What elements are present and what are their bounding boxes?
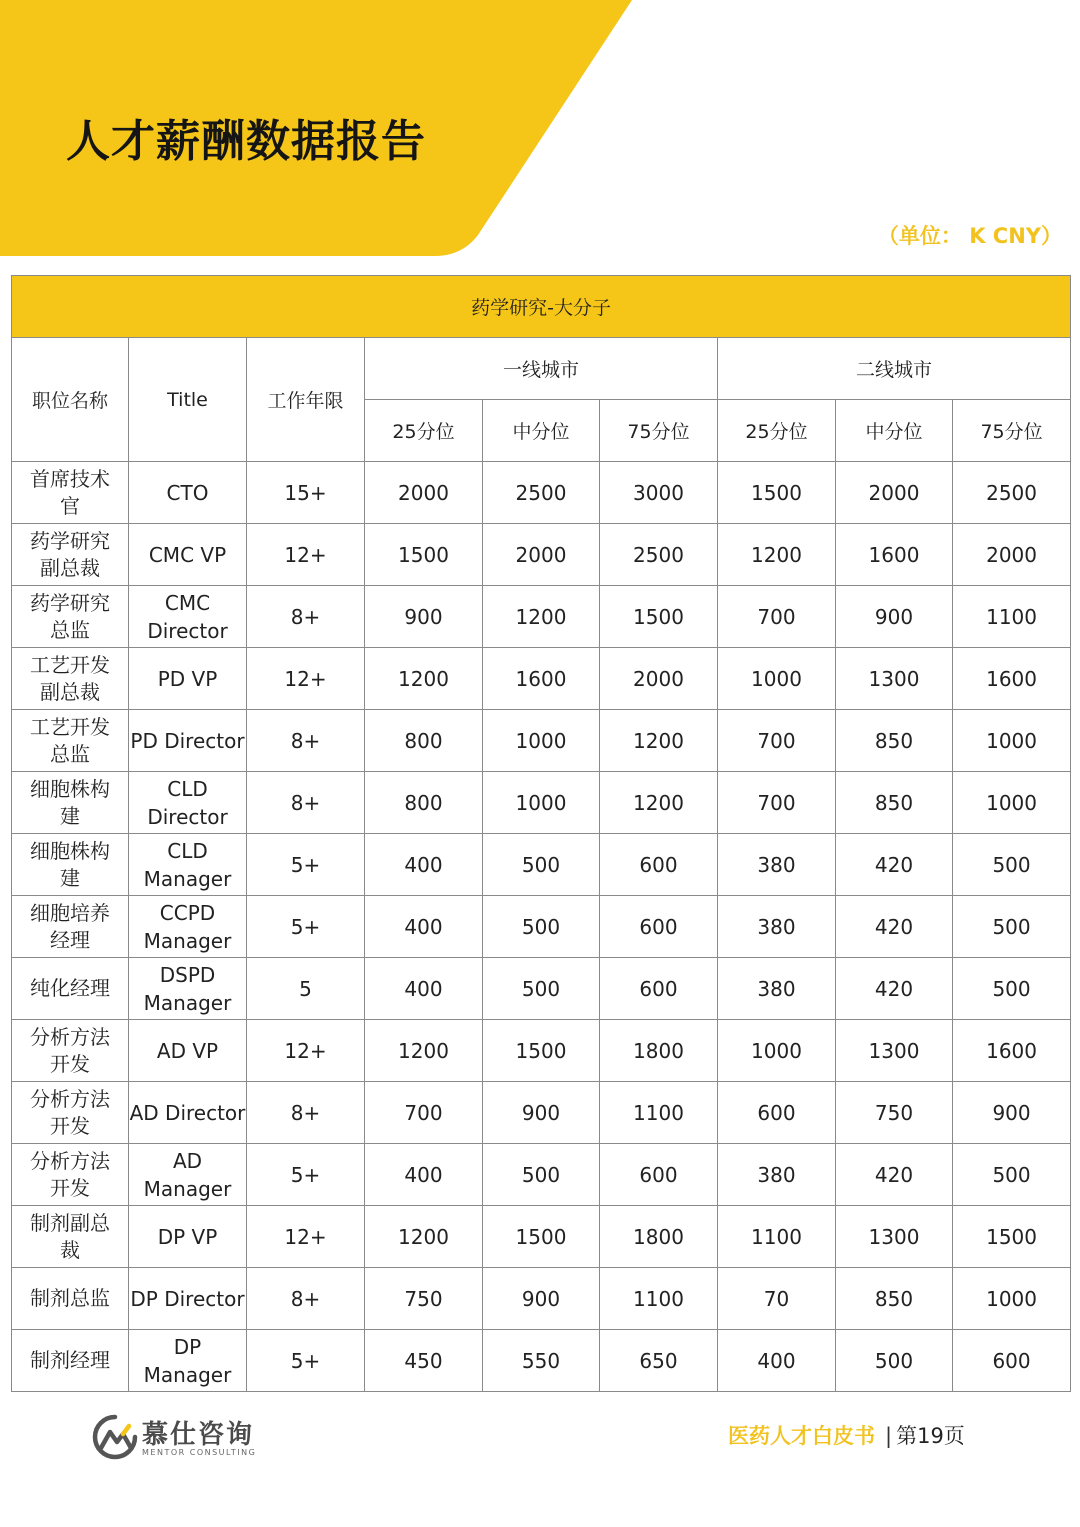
cell-salary: 900: [483, 1082, 600, 1144]
page-number: 第19页: [896, 1424, 965, 1448]
page-title: 人才薪酬数据报告: [66, 116, 426, 167]
cell-salary: 400: [365, 896, 483, 958]
cell-salary: 700: [718, 586, 836, 648]
cell-salary: 1600: [483, 648, 600, 710]
cell-title: AD VP: [129, 1020, 247, 1082]
cell-salary: 380: [718, 1144, 836, 1206]
cell-salary: 1200: [600, 710, 718, 772]
cell-salary: 550: [483, 1330, 600, 1392]
cell-salary: 1100: [600, 1268, 718, 1330]
cell-salary: 850: [836, 1268, 953, 1330]
cell-salary: 400: [365, 834, 483, 896]
cell-salary: 1300: [836, 648, 953, 710]
cell-role: 药学研究总监: [12, 586, 129, 648]
cell-title: AD Director: [129, 1082, 247, 1144]
cell-salary: 500: [483, 896, 600, 958]
cell-title: DP VP: [129, 1206, 247, 1268]
cell-salary: 2000: [953, 524, 1071, 586]
cell-salary: 420: [836, 896, 953, 958]
cell-salary: 450: [365, 1330, 483, 1392]
cell-salary: 850: [836, 710, 953, 772]
cell-salary: 2000: [600, 648, 718, 710]
logo-subtitle: MENTOR CONSULTING: [142, 1448, 257, 1457]
column-header-title: Title: [129, 338, 247, 462]
cell-salary: 800: [365, 772, 483, 834]
cell-title: CMC Director: [129, 586, 247, 648]
cell-salary: 700: [718, 710, 836, 772]
cell-salary: 400: [718, 1330, 836, 1392]
cell-salary: 400: [365, 1144, 483, 1206]
cell-salary: 1800: [600, 1020, 718, 1082]
cell-title: DP Director: [129, 1268, 247, 1330]
section-title: 药学研究-大分子: [12, 276, 1071, 338]
cell-salary: 1000: [718, 1020, 836, 1082]
table-row: [12, 1020, 1071, 1082]
unit-label: （单位： K CNY）: [877, 224, 1062, 248]
cell-salary: 850: [836, 772, 953, 834]
cell-role: 制剂副总裁: [12, 1206, 129, 1268]
cell-salary: 600: [600, 834, 718, 896]
column-header-percentile: 中分位: [483, 400, 600, 462]
cell-role: 细胞培养经理: [12, 896, 129, 958]
cell-salary: 600: [600, 896, 718, 958]
column-header-years: 工作年限: [247, 338, 365, 462]
cell-salary: 2000: [836, 462, 953, 524]
column-header-percentile: 75分位: [600, 400, 718, 462]
column-header-tier2-city: 二线城市: [718, 338, 1071, 400]
cell-salary: 1000: [953, 710, 1071, 772]
cell-salary: 900: [953, 1082, 1071, 1144]
cell-years: 5+: [247, 1330, 365, 1392]
table-row: [12, 958, 1071, 1020]
cell-salary: 1500: [718, 462, 836, 524]
cell-salary: 750: [365, 1268, 483, 1330]
cell-title: PD Director: [129, 710, 247, 772]
cell-salary: 1000: [483, 710, 600, 772]
cell-years: 12+: [247, 524, 365, 586]
cell-salary: 1600: [953, 648, 1071, 710]
column-header-percentile: 75分位: [953, 400, 1071, 462]
cell-years: 12+: [247, 648, 365, 710]
cell-salary: 1200: [365, 648, 483, 710]
cell-role: 首席技术官: [12, 462, 129, 524]
cell-years: 12+: [247, 1206, 365, 1268]
table-row: [12, 462, 1071, 524]
cell-salary: 750: [836, 1082, 953, 1144]
cell-role: 细胞株构建: [12, 772, 129, 834]
cell-role: 分析方法开发: [12, 1144, 129, 1206]
cell-salary: 1600: [953, 1020, 1071, 1082]
cell-salary: 2500: [953, 462, 1071, 524]
table-row: [12, 524, 1071, 586]
cell-salary: 2500: [483, 462, 600, 524]
table-row: [12, 834, 1071, 896]
cell-salary: 500: [483, 1144, 600, 1206]
cell-salary: 1200: [365, 1206, 483, 1268]
cell-years: 15+: [247, 462, 365, 524]
cell-salary: 1200: [483, 586, 600, 648]
cell-salary: 2500: [600, 524, 718, 586]
cell-salary: 380: [718, 834, 836, 896]
cell-salary: 1500: [365, 524, 483, 586]
cell-salary: 500: [836, 1330, 953, 1392]
cell-years: 12+: [247, 1020, 365, 1082]
column-header-percentile: 中分位: [836, 400, 953, 462]
column-header-role: 职位名称: [12, 338, 129, 462]
cell-salary: 1500: [953, 1206, 1071, 1268]
cell-role: 分析方法开发: [12, 1020, 129, 1082]
cell-salary: 900: [483, 1268, 600, 1330]
cell-salary: 600: [600, 1144, 718, 1206]
cell-salary: 650: [600, 1330, 718, 1392]
cell-years: 5: [247, 958, 365, 1020]
salary-table: [11, 275, 1070, 1403]
cell-salary: 500: [483, 958, 600, 1020]
cell-salary: 500: [483, 834, 600, 896]
cell-salary: 1200: [365, 1020, 483, 1082]
cell-years: 8+: [247, 1082, 365, 1144]
cell-salary: 1000: [953, 1268, 1071, 1330]
cell-salary: 380: [718, 958, 836, 1020]
cell-title: PD VP: [129, 648, 247, 710]
cell-salary: 1600: [836, 524, 953, 586]
cell-salary: 1300: [836, 1206, 953, 1268]
cell-salary: 420: [836, 958, 953, 1020]
cell-salary: 2000: [365, 462, 483, 524]
cell-salary: 600: [718, 1082, 836, 1144]
logo-name: 慕仕咨询: [142, 1420, 255, 1450]
table-row: [12, 896, 1071, 958]
table-row: [12, 586, 1071, 648]
cell-role: 纯化经理: [12, 958, 129, 1020]
cell-salary: 900: [365, 586, 483, 648]
cell-years: 8+: [247, 772, 365, 834]
table-row: [12, 772, 1071, 834]
table-row: [12, 1330, 1071, 1392]
cell-salary: 420: [836, 834, 953, 896]
cell-salary: 3000: [600, 462, 718, 524]
cell-title: AD Manager: [129, 1144, 247, 1206]
cell-salary: 500: [953, 834, 1071, 896]
cell-salary: 1300: [836, 1020, 953, 1082]
cell-salary: 700: [365, 1082, 483, 1144]
cell-years: 5+: [247, 896, 365, 958]
cell-title: CTO: [129, 462, 247, 524]
cell-salary: 500: [953, 1144, 1071, 1206]
cell-role: 分析方法开发: [12, 1082, 129, 1144]
cell-salary: 1000: [483, 772, 600, 834]
cell-salary: 1000: [718, 648, 836, 710]
table-row: [12, 1082, 1071, 1144]
cell-salary: 1500: [483, 1206, 600, 1268]
cell-years: 5+: [247, 1144, 365, 1206]
cell-years: 8+: [247, 586, 365, 648]
footer-info: [728, 1420, 965, 1450]
company-logo: [92, 1410, 292, 1466]
cell-salary: 800: [365, 710, 483, 772]
logo-mark-icon: [92, 1414, 138, 1460]
cell-role: 药学研究副总裁: [12, 524, 129, 586]
cell-salary: 1500: [483, 1020, 600, 1082]
cell-years: 5+: [247, 834, 365, 896]
cell-salary: 1200: [718, 524, 836, 586]
cell-role: 工艺开发副总裁: [12, 648, 129, 710]
cell-salary: 500: [953, 958, 1071, 1020]
column-header-percentile: 25分位: [718, 400, 836, 462]
cell-title: DSPD Manager: [129, 958, 247, 1020]
cell-title: CCPD Manager: [129, 896, 247, 958]
cell-salary: 900: [836, 586, 953, 648]
cell-role: 细胞株构建: [12, 834, 129, 896]
table-row: [12, 710, 1071, 772]
cell-role: 制剂经理: [12, 1330, 129, 1392]
column-header-percentile: 25分位: [365, 400, 483, 462]
cell-salary: 500: [953, 896, 1071, 958]
cell-salary: 600: [600, 958, 718, 1020]
footer-divider: |: [885, 1424, 893, 1448]
cell-salary: 1100: [600, 1082, 718, 1144]
cell-salary: 600: [953, 1330, 1071, 1392]
cell-title: DP Manager: [129, 1330, 247, 1392]
column-header-tier1-city: 一线城市: [365, 338, 718, 400]
cell-salary: 1100: [953, 586, 1071, 648]
cell-salary: 1200: [600, 772, 718, 834]
cell-salary: 1100: [718, 1206, 836, 1268]
table-row: [12, 1268, 1071, 1330]
cell-salary: 380: [718, 896, 836, 958]
book-title: 医药人才白皮书: [728, 1424, 875, 1448]
cell-salary: 1000: [953, 772, 1071, 834]
table-row: [12, 1144, 1071, 1206]
cell-salary: 2000: [483, 524, 600, 586]
cell-salary: 700: [718, 772, 836, 834]
cell-years: 8+: [247, 1268, 365, 1330]
cell-role: 制剂总监: [12, 1268, 129, 1330]
table-row: [12, 648, 1071, 710]
cell-salary: 420: [836, 1144, 953, 1206]
cell-title: CMC VP: [129, 524, 247, 586]
table-row: [12, 1206, 1071, 1268]
cell-years: 8+: [247, 710, 365, 772]
cell-title: CLD Manager: [129, 834, 247, 896]
cell-title: CLD Director: [129, 772, 247, 834]
cell-role: 工艺开发总监: [12, 710, 129, 772]
cell-salary: 70: [718, 1268, 836, 1330]
cell-salary: 1500: [600, 586, 718, 648]
cell-salary: 1800: [600, 1206, 718, 1268]
cell-salary: 400: [365, 958, 483, 1020]
